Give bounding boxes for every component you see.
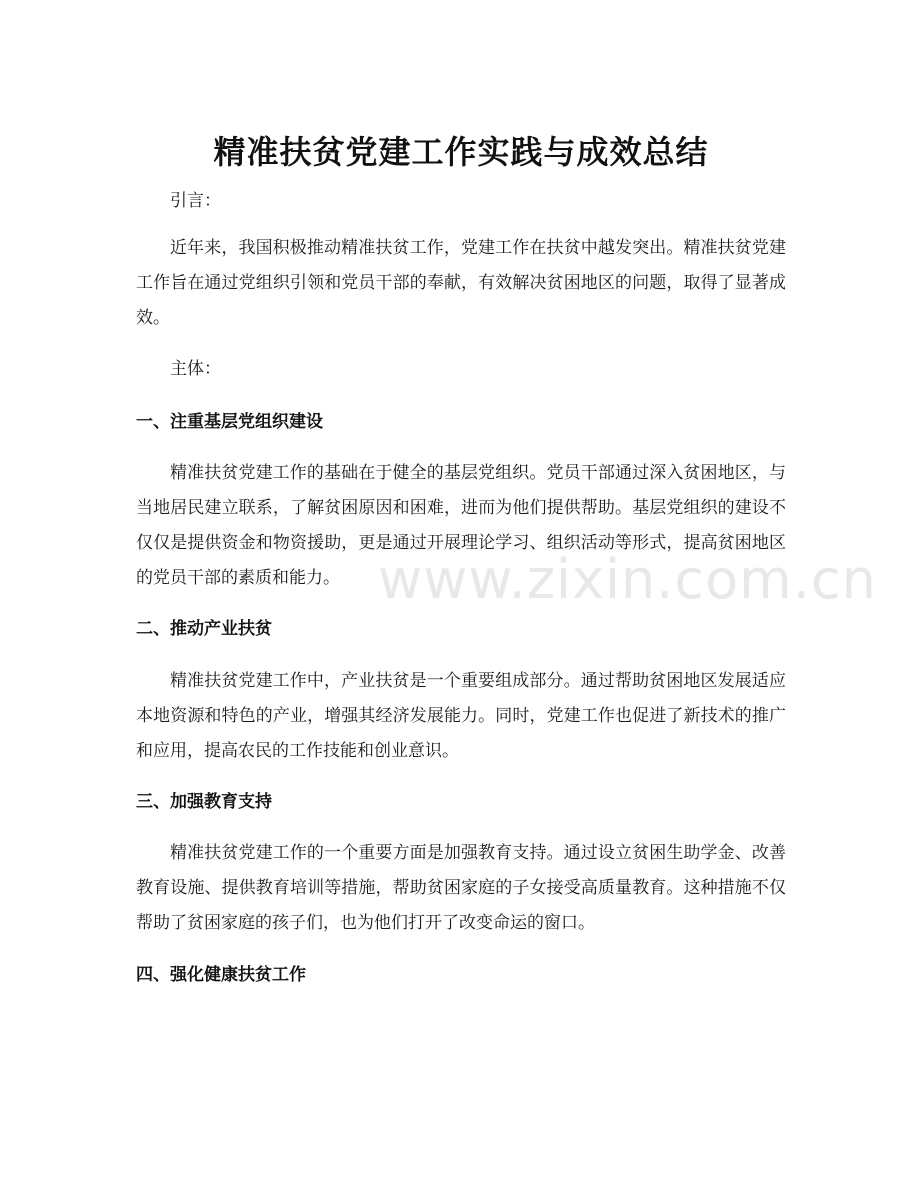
intro-paragraph: 近年来，我国积极推动精准扶贫工作，党建工作在扶贫中越发突出。精准扶贫党建工作旨在通过党组织引领和党员干部的奉献，有效解决贫困地区的问题，取得了显著成效。: [136, 238, 786, 328]
section-paragraph-2: 精准扶贫党建工作中，产业扶贫是一个重要组成部分。通过帮助贫困地区发展适应本地资源和特色的产业，增强其经济发展能力。同时，党建工作也促进了新技术的推广和应用，提高农民的工作技能和创业意识。: [136, 671, 786, 761]
body-label: 主体：: [170, 359, 221, 379]
intro-label: 引言：: [170, 191, 221, 211]
section-paragraph-3: 精准扶贫党建工作的一个重要方面是加强教育支持。通过设立贫困生助学金、改善教育设施、提供教育培训等措施，帮助贫困家庭的子女接受高质量教育。这种措施不仅帮助了贫困家庭的孩子们，也为他们打开了改变命运的窗口。: [136, 843, 786, 933]
section-heading-4: 四、强化健康扶贫工作: [136, 965, 306, 985]
section-heading-3: 三、加强教育支持: [136, 792, 272, 812]
section-paragraph-1: 精准扶贫党建工作的基础在于健全的基层党组织。党员干部通过深入贫困地区，与当地居民建立联系，了解贫困原因和困难，进而为他们提供帮助。基层党组织的建设不仅仅是提供资金和物资援助，更是通过开展理论学习、组织活动等形式，提高贫困地区的党员干部的素质和能力。: [136, 463, 786, 588]
section-heading-1: 一、注重基层党组织建设: [136, 412, 323, 432]
watermark-text: www.zixin.com.cn: [378, 548, 877, 611]
section-heading-2: 二、推动产业扶贫: [136, 619, 272, 639]
document-title: 精准扶贫党建工作实践与成效总结: [213, 133, 709, 172]
